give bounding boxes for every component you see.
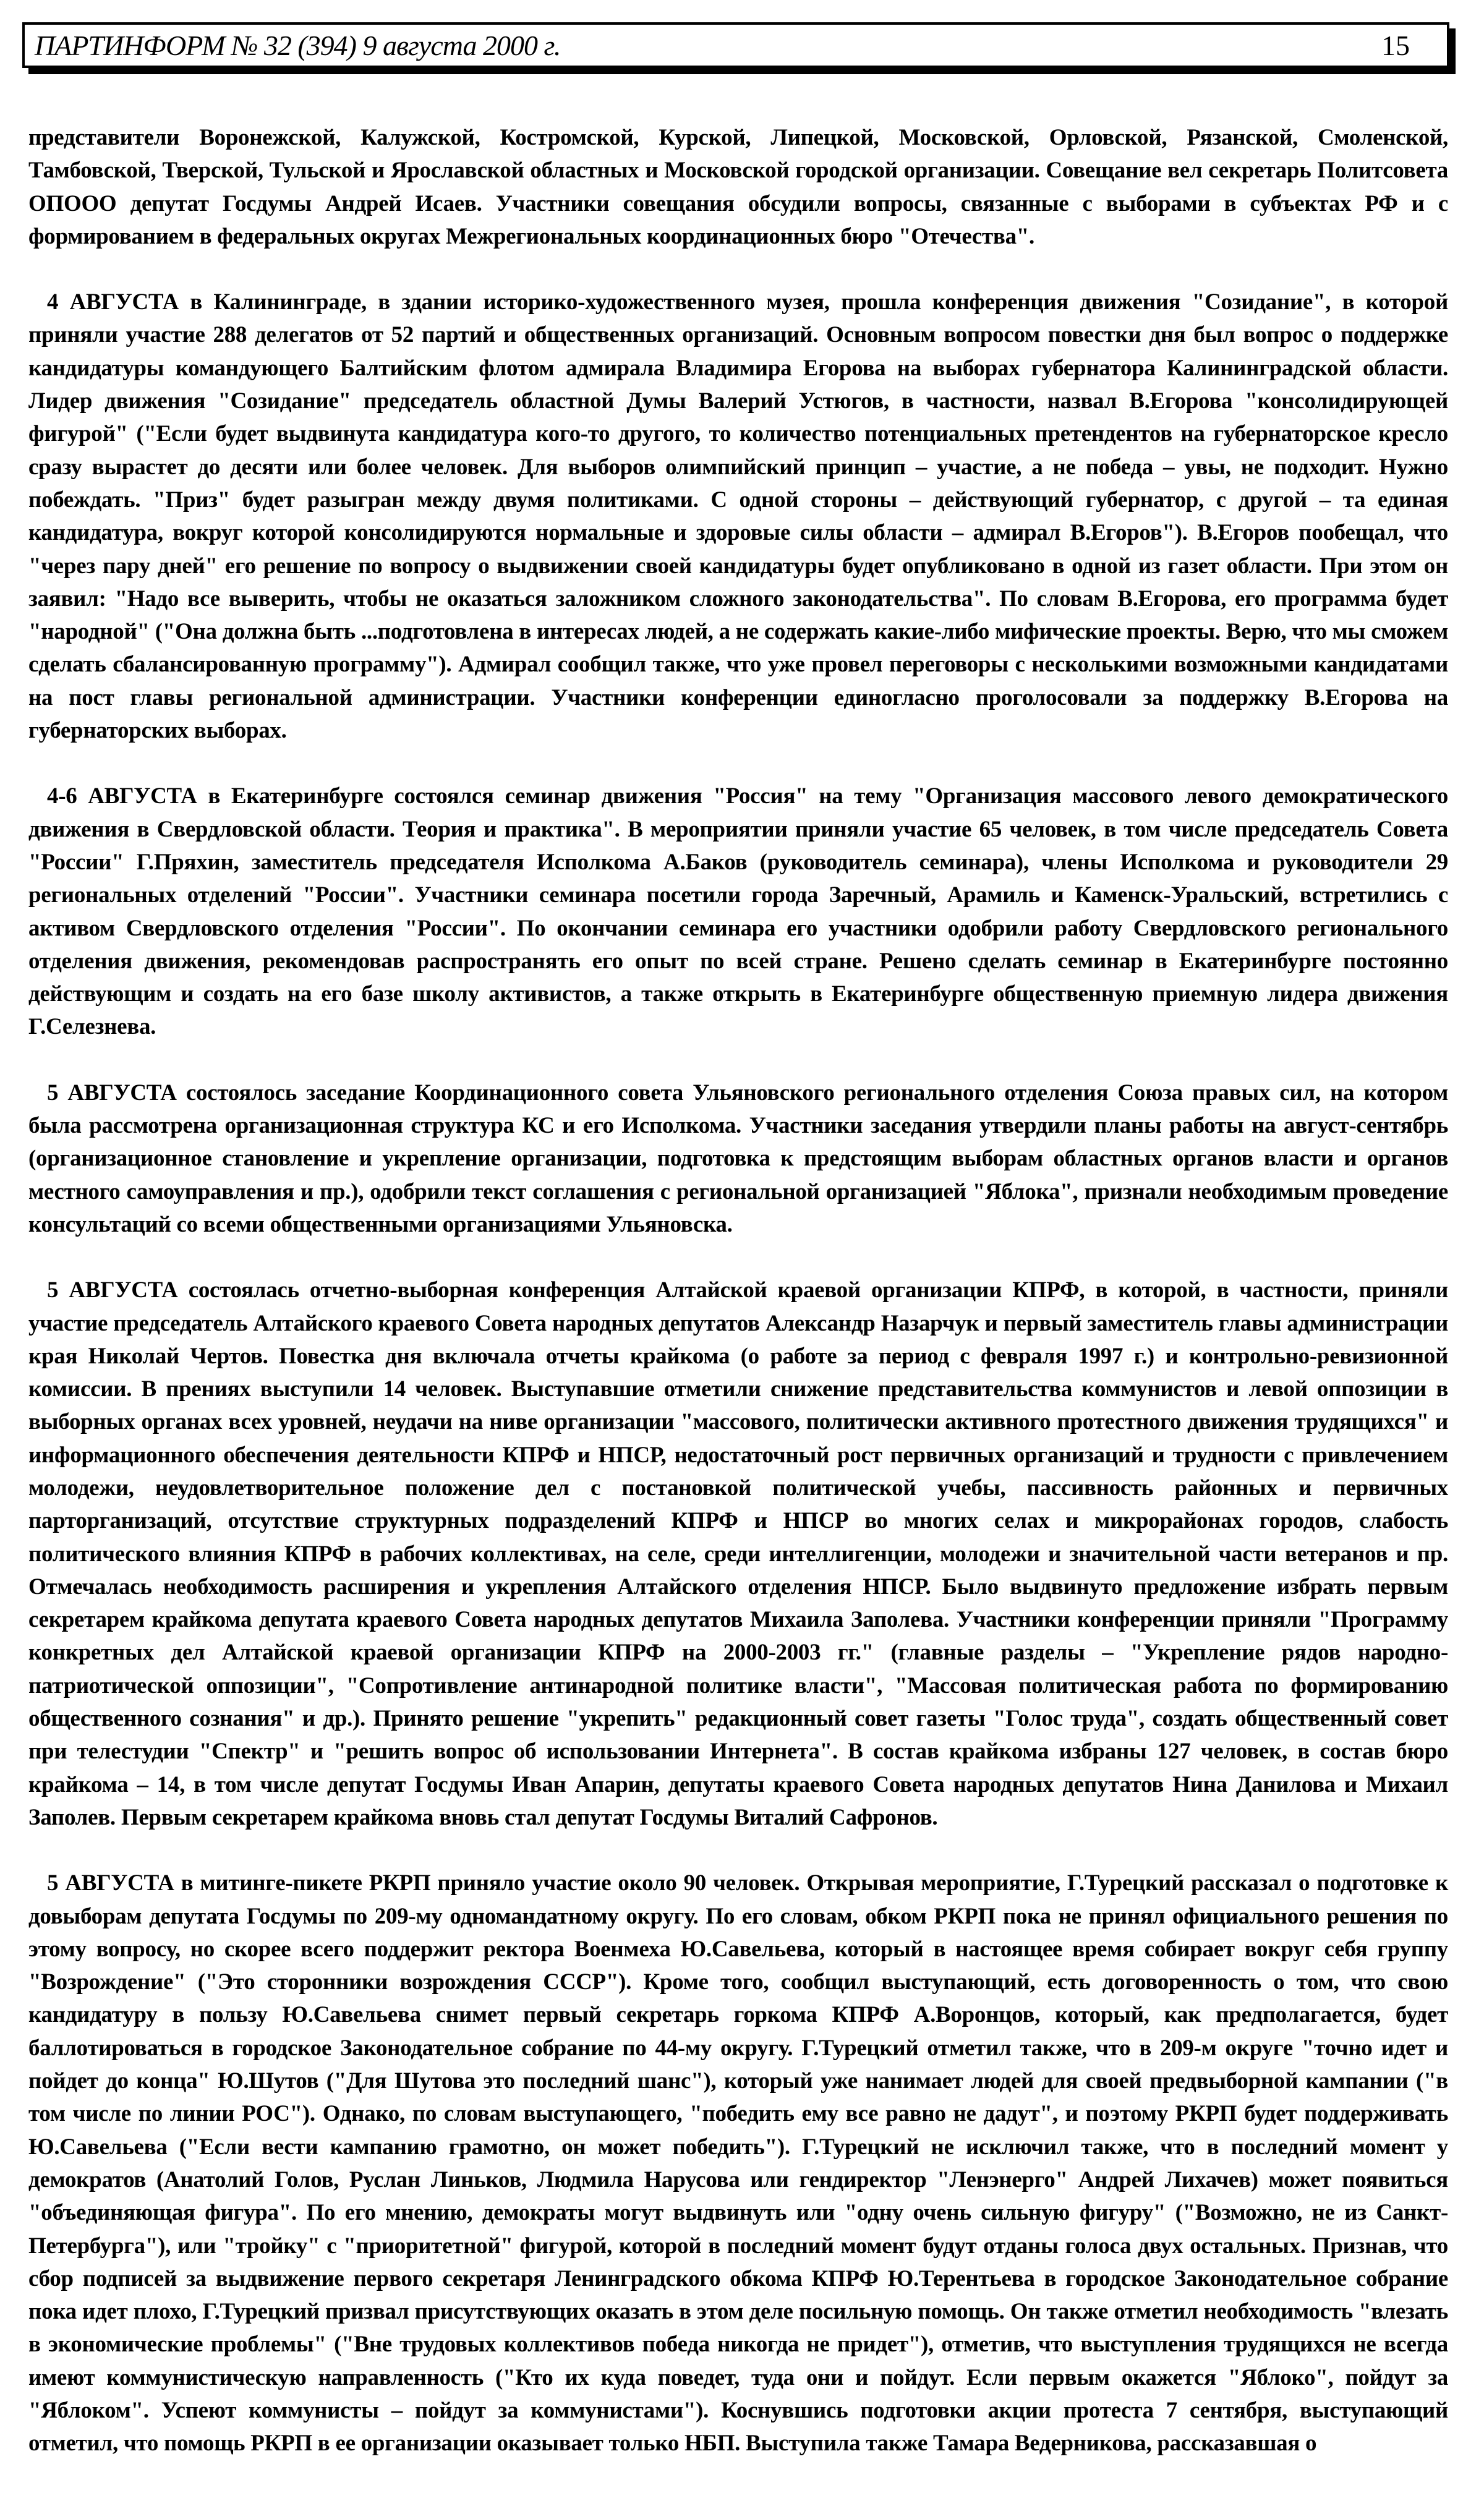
page-header [22,22,1449,68]
paragraph-continuation: представители Воронежской, Калужской, Костромской, Курской, Липецкой, Московской, Орловской, Рязанской, Смоленской, Тамбовской, Тверской, Тульской и Ярославской областных и Московской городской организации. Совещание вел секретарь Политсовета ОПООО депутат Госдумы Андрей Исаев. Участники совещания обсудили вопросы, связанные с выборами в субъектах РФ и с формированием в федеральных округах Межрегиональных координационных бюро "Отечества". [28,125,1448,249]
page-number: 15 [1381,30,1410,61]
article-body [28,121,1448,2493]
publication-title: ПАРТИНФОРМ № 32 (394) 9 августа 2000 г. [35,30,561,61]
paragraph-altai: 5 АВГУСТА состоялась отчетно-выборная конференция Алтайской краевой организации КПРФ, в которой, в частности, приняли участие председатель Алтайского краевого Совета народных депутатов Александр Назарчук и первый заместитель главы администрации края Николай Чертов. Повестка дня включала отчеты крайкома (о работе за период с февраля 1997 г.) и контрольно-ревизионной комиссии. В прениях выступили 14 человек. Выступавшие отметили снижение представительства коммунистов и левой оппозиции в выборных органах всех уровней, неудачи на ниве организации "массового, политически активного протестного движения трудящихся" и информационного обеспечения деятельности КПРФ и НПСР, недостаточный рост первичных организаций и трудности с привлечением молодежи, неудовлетворительное положение дел с постановкой политической учебы, пассивность районных и первичных парторганизаций, отсутствие структурных подразделений КПРФ и НПСР во многих селах и микрорайонах городов, слабость политического влияния КПРФ в рабочих коллективах, на селе, среди интеллигенции, молодежи и значительной части ветеранов и пр. Отмечалась необходимость расширения и укрепления Алтайского отделения НПСР. Было выдвинуто предложение избрать первым секретарем крайкома депутата краевого Совета народных депутатов Михаила Заполева. Участники конференции приняли "Программу конкретных дел Алтайской краевой организации КПРФ на 2000-2003 гг." (главные разделы – "Укрепление рядов народно-патриотической оппозиции", "Сопротивление антинародной политике власти", "Массовая политическая работа по формированию общественного сознания" и др.). Принято решение "укрепить" редакционный совет газеты "Голос труда", создать общественный совет при телестудии "Спектр" и "решить вопрос об использовании Интернета". В состав крайкома избраны 127 человек, в состав бюро крайкома – 14, в том числе депутат Госдумы Иван Апарин, депутаты краевого Совета народных депутатов Нина Данилова и Михаил Заполев. Первым секретарем крайкома вновь стал депутат Госдумы Виталий Сафронов. [28,1277,1448,1830]
paragraph-ulyanovsk: 5 АВГУСТА состоялось заседание Координационного совета Ульяновского регионального отделения Союза правых сил, на котором была рассмотрена организационная структура КС и его Исполкома. Участники заседания утвердили планы работы на август-сентябрь (организационное становление и укрепление организации, подготовка к предстоящим выборам областных органов власти и органов местного самоуправления и пр.), одобрили текст соглашения с региональной организацией "Яблока", признали необходимым проведение консультаций со всеми общественными организациями Ульяновска. [28,1080,1448,1237]
paragraph-ekaterinburg: 4-6 АВГУСТА в Екатеринбурге состоялся семинар движения "Россия" на тему "Организация массового левого демократического движения в Свердловской области. Теория и практика". В мероприятии приняли участие 65 человек, в том числе председатель Совета "России" Г.Пряхин, заместитель председателя Исполкома А.Баков (руководитель семинара), члены Исполкома и руководители 29 региональных отделений "России". Участники семинара посетили города Заречный, Арамиль и Каменск-Уральский, встретились с активом Свердловского отделения "России". По окончании семинара его участники одобрили работу Свердловского регионального отделения движения, рекомендовав распространять его опыт по всей стране. Решено сделать семинар в Екатеринбурге постоянно действующим и создать на его базе школу активистов, а также открыть в Екатеринбурге общественную приемную лидера движения Г.Селезнева. [28,783,1448,1040]
paragraph-rkrp: 5 АВГУСТА в митинге-пикете РКРП приняло участие около 90 человек. Открывая мероприятие, Г.Турецкий рассказал о подготовке к довыборам депутата Госдумы по 209-му одномандатному округу. По его словам, обком РКРП пока не принял официального решения по этому вопросу, но скорее всего поддержит ректора Военмеха Ю.Савельева, который в настоящее время собирает вокруг себя группу "Возрождение" ("Это сторонники возрождения СССР"). Кроме того, сообщил выступающий, есть договоренность о том, что свою кандидатуру в пользу Ю.Савельева снимет первый секретарь горкома КПРФ А.Воронцов, который, как предполагается, будет баллотироваться в городское Законодательное собрание по 44-му округу. Г.Турецкий отметил также, что в 209-м округе "точно идет и пойдет до конца" Ю.Шутов ("Для Шутова это последний шанс"), который уже нанимает людей для своей предвыборной кампании ("в том числе по линии РОС"). Однако, по словам выступающего, "победить ему все равно не дадут", и поэтому РКРП будет поддерживать Ю.Савельева ("Если вести кампанию грамотно, он может победить"). Г.Турецкий не исключил также, что в последний момент у демократов (Анатолий Голов, Руслан Линьков, Людмила Нарусова или гендиректор "Ленэнерго" Андрей Лихачев) может появиться "объединяющая фигура". По его мнению, демократы могут выдвинуть или "одну очень сильную фигуру" ("Возможно, не из Санкт-Петербурга"), или "тройку" с "приоритетной" фигурой, которой в последний момент будут отданы голоса двух остальных. Признав, что сбор подписей за выдвижение первого секретаря Ленинградского обкома КПРФ Ю.Терентьева в городское Законодательное собрание пока идет плохо, Г.Турецкий призвал присутствующих оказать в этом деле посильную помощь. Он также отметил необходимость "влезать в экономические проблемы" ("Вне трудовых коллективов победа никогда не придет"), отметив, что выступления трудящихся не всегда имеют коммунистическую направленность ("Кто их куда поведет, туда они и пойдут. Если первым окажется "Яблоко", пойдут за "Яблоком". Успеют коммунисты – пойдут за коммунистами"). Коснувшись подготовки акции протеста 7 сентября, выступающий отметил, что помощь РКРП в ее организации оказывает только НБП. Выступила также Тамара Ведерникова, рассказавшая о [28,1870,1448,2457]
paragraph-kaliningrad: 4 АВГУСТА в Калининграде, в здании историко-художественного музея, прошла конференция движения "Созидание", в которой приняли участие 288 делегатов от 52 партий и общественных организаций. Основным вопросом повестки дня был вопрос о поддержке кандидатуры командующего Балтийским флотом адмирала Владимира Егорова на выборах губернатора Калининградской области. Лидер движения "Созидание" председатель областной Думы Валерий Устюгов, в частности, назвал В.Егорова "консолидирующей фигурой" ("Если будет выдвинута кандидатура кого-то другого, то количество потенциальных претендентов на губернаторское кресло сразу вырастет до десяти или более человек. Для выборов олимпийский принцип – участие, а не победа – увы, не подходит. Нужно побеждать. "Приз" будет разыгран между двумя политиками. С одной стороны – действующий губернатор, с другой – та единая кандидатура, вокруг которой консолидируются нормальные и здоровые силы области – адмирал В.Егоров"). В.Егоров пообещал, что "через пару дней" его решение по вопросу о выдвижении своей кандидатуры будет опубликовано в одной из газет области. При этом он заявил: "Надо все выверить, чтобы не оказаться заложником сложного законодательства". По словам В.Егорова, его программа будет "народной" ("Она должна быть ...подготовлена в интересах людей, а не содержать какие-либо мифические проекты. Верю, что мы сможем сделать сбалансированную программу"). Адмирал сообщил также, что уже провел переговоры с несколькими возможными кандидатами на пост главы региональной администрации. Участники конференции единогласно проголосовали за поддержку В.Егорова на губернаторских выборах. [28,289,1448,744]
